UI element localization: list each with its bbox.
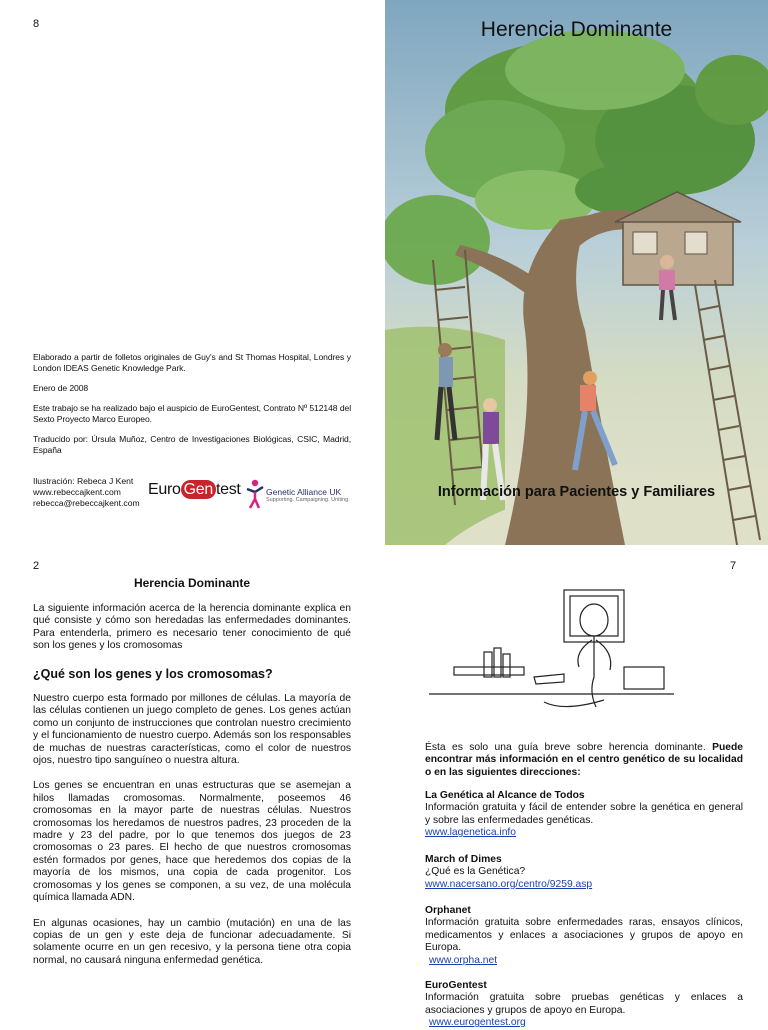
ga-tagline: Supporting. Campaigning. Uniting.	[266, 497, 350, 503]
cover-page	[385, 0, 768, 545]
credits-block	[33, 352, 351, 465]
credits-line: Este trabajo se ha realizado bajo el auspicio de EuroGentest, Contrato Nº 512148 del Sexto Proyecto Marco Europeo.	[33, 403, 351, 424]
resource-name: EuroGentest	[425, 980, 487, 991]
resource-description: Información gratuita y fácil de entender sobre la genética en general y sobre las enfermedades genéticas.	[425, 802, 743, 826]
person-icon	[246, 478, 264, 510]
cover-subtitle: Información para Pacientes y Familiares	[437, 484, 716, 500]
illustrator-email: rebecca@rebeccajkent.com	[33, 498, 140, 508]
genetic-alliance-logo	[246, 478, 356, 510]
credits-line: Enero de 2008	[33, 383, 89, 393]
page-number: 8	[33, 18, 40, 30]
page-2	[0, 552, 384, 1024]
resource-description: Información gratuita sobre enfermedades raras, ensayos clínicos, medicamentos y enlaces a asociaciones y grupos de apoyo en Europa.	[425, 917, 743, 954]
credits-line: Elaborado a partir de folletos originales de Guy's and St Thomas Hospital, Londres y London IDEAS Genetic Knowledge Park.	[33, 352, 351, 373]
page-number: 7	[730, 560, 737, 572]
resource-name: March of Dimes	[425, 854, 502, 865]
page-number: 2	[33, 560, 40, 572]
back-page	[0, 0, 384, 545]
guide-text: Ésta es solo una guía breve sobre herencia dominante.	[425, 742, 713, 753]
resource-description: ¿Qué es la Genética?	[425, 866, 526, 878]
body-text	[33, 693, 351, 980]
resource-link[interactable]: www.eurogentest.org	[429, 1017, 526, 1029]
resource-description: Información gratuita sobre pruebas genéticas y enlaces a asociaciones y grupos de apoyo en Europa.	[425, 992, 743, 1016]
paragraph: En algunas ocasiones, hay un cambio (mutación) en una de las copias de un gen y este deja de funcionar adecuadamente. Si solamente ocurre en un gen recesivo, y la persona tiene otra copia normal, no causará ninguna enfermedad genética.	[33, 917, 351, 966]
resource-name: Orphanet	[425, 905, 471, 916]
page-7	[384, 552, 768, 1029]
resource-item	[425, 854, 743, 891]
ga-name: Genetic Alliance UK	[266, 487, 342, 497]
resource-name: La Genética al Alcance de Todos	[425, 790, 585, 801]
logo-text: Gen	[181, 480, 216, 499]
credits-line: Traducido por: Úrsula Muñoz, Centro de Investigaciones Biológicas, CSIC, Madrid, España	[33, 434, 351, 455]
resource-link[interactable]: www.orpha.net	[429, 954, 498, 966]
resource-item	[425, 790, 743, 840]
paragraph: Nuestro cuerpo esta formado por millones de células. La mayoría de las células contienen un juego completo de genes. Los genes actúan como un conjunto de instrucciones que controlan nuestro crecimiento y el funcionamiento de nuestro cuerpo. Además son los responsables de muchas de nuestras características, como el color de nuestros ojos, nuestro tipo sanguíneo o nuestra altura.	[33, 693, 351, 767]
logo-text: test	[215, 481, 241, 498]
cover-title: Herencia Dominante	[480, 18, 673, 41]
guide-intro	[425, 742, 743, 779]
resource-item	[425, 980, 743, 1030]
tree-house-illustration	[385, 0, 768, 545]
page-title: Herencia Dominante	[133, 576, 251, 590]
eurogentest-logo	[148, 481, 241, 499]
guide-emphasis: Puede encontrar más información en el centro genético de su localidad o en las siguientes direcciones:	[425, 742, 743, 778]
paragraph: Los genes se encuentran en unas estructuras que se asemejan a hilos llamadas cromosomas. Normalmente, poseemos 46 cromosomas en la mayor parte de nuestras células. Nuestros cromosomas los heredamos de nuestros padres, 23 proceden de la madre y 23 del padre, por lo que tenemos dos juegos de 23 cromosomas o 23 pares. El hecho de que nuestros cromosomas estén formados por genes, hace que heredemos dos copias de la mayoría de los mismos, una copia de cada progenitor. Los cromosomas y los genes se componen, a su vez, de una molécula química llamada ADN.	[33, 780, 351, 904]
resource-link[interactable]: www.lagenetica.info	[425, 827, 517, 839]
illustrator-line: Ilustración: Rebeca J Kent	[33, 476, 134, 486]
section-heading: ¿Qué son los genes y los cromosomas?	[33, 667, 273, 681]
person-at-computer-sketch	[424, 582, 684, 722]
illustration-credit	[33, 476, 140, 509]
resource-link[interactable]: www.nacersano.org/centro/9259.asp	[425, 878, 593, 890]
illustrator-web: www.rebeccajkent.com	[33, 487, 121, 497]
intro-paragraph: La siguiente información acerca de la herencia dominante explica en qué consiste y cómo son heredadas las enfermedades dominantes. Para entenderla, primero es necesario tener conocimiento de qué son los genes y los cromosomas	[33, 603, 351, 652]
resource-item	[425, 905, 743, 967]
logo-text: Euro	[148, 481, 181, 498]
